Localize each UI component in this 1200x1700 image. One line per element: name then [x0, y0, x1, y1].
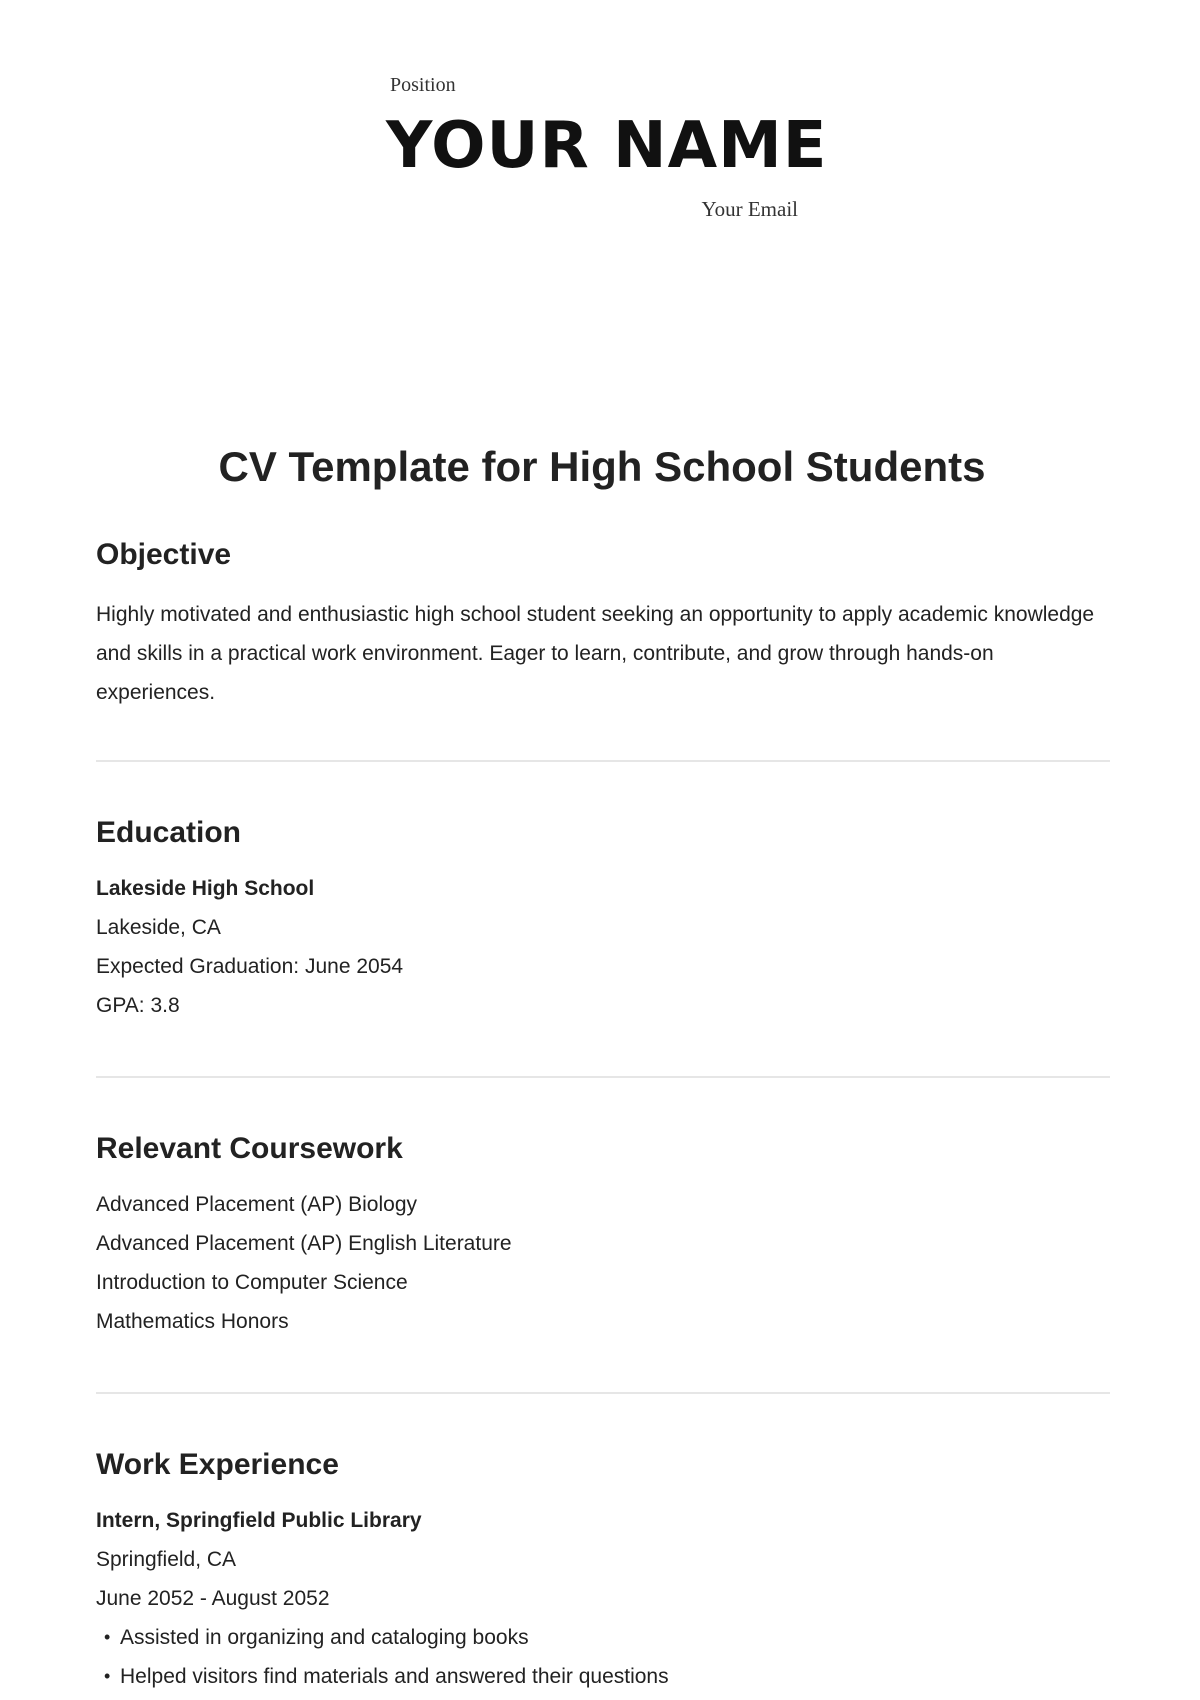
work-role: Intern, Springfield Public Library: [96, 1509, 422, 1532]
course-item: Introduction to Computer Science: [96, 1271, 408, 1294]
school-name: Lakeside High School: [96, 877, 315, 900]
work-dates: June 2052 - August 2052: [96, 1587, 330, 1610]
list-item: [96, 1657, 1110, 1696]
course-item: Advanced Placement (AP) English Literature: [96, 1232, 512, 1255]
divider: [96, 1076, 1110, 1078]
page-title: CV Template for High School Students: [218, 443, 986, 490]
gpa: GPA: 3.8: [96, 994, 180, 1017]
bullet-icon: •: [104, 1627, 111, 1647]
objective-section: [96, 535, 1110, 712]
email-label: Your Email: [701, 197, 798, 221]
position-label: Position: [390, 74, 456, 96]
resume-header: [0, 0, 1200, 260]
objective-heading: Objective: [96, 538, 232, 571]
graduation-date: Expected Graduation: June 2054: [96, 955, 404, 978]
work-heading: Work Experience: [96, 1448, 339, 1481]
name-heading: YOUR NAME: [386, 109, 828, 183]
divider: [96, 760, 1110, 762]
course-item: Mathematics Honors: [96, 1310, 289, 1333]
bullet-text: Assisted in organizing and cataloging books: [120, 1626, 529, 1649]
coursework-section: [96, 1129, 1110, 1341]
bullet-text: Helped visitors find materials and answered their questions: [120, 1665, 669, 1688]
school-location: Lakeside, CA: [96, 916, 221, 939]
course-item: Advanced Placement (AP) Biology: [96, 1193, 417, 1216]
work-bullets: [96, 1618, 1110, 1696]
objective-text: Highly motivated and enthusiastic high school student seeking an opportunity to apply academic knowledge and skills in a practical work environment. Eager to learn, contribute, and grow through hands-on experiences.: [96, 603, 1095, 704]
divider: [96, 1392, 1110, 1394]
education-section: [96, 813, 1110, 1025]
work-section: [96, 1445, 1110, 1696]
bullet-icon: •: [104, 1666, 111, 1686]
list-item: [96, 1618, 1110, 1657]
coursework-heading: Relevant Coursework: [96, 1132, 403, 1165]
education-heading: Education: [96, 816, 242, 849]
work-location: Springfield, CA: [96, 1548, 237, 1571]
